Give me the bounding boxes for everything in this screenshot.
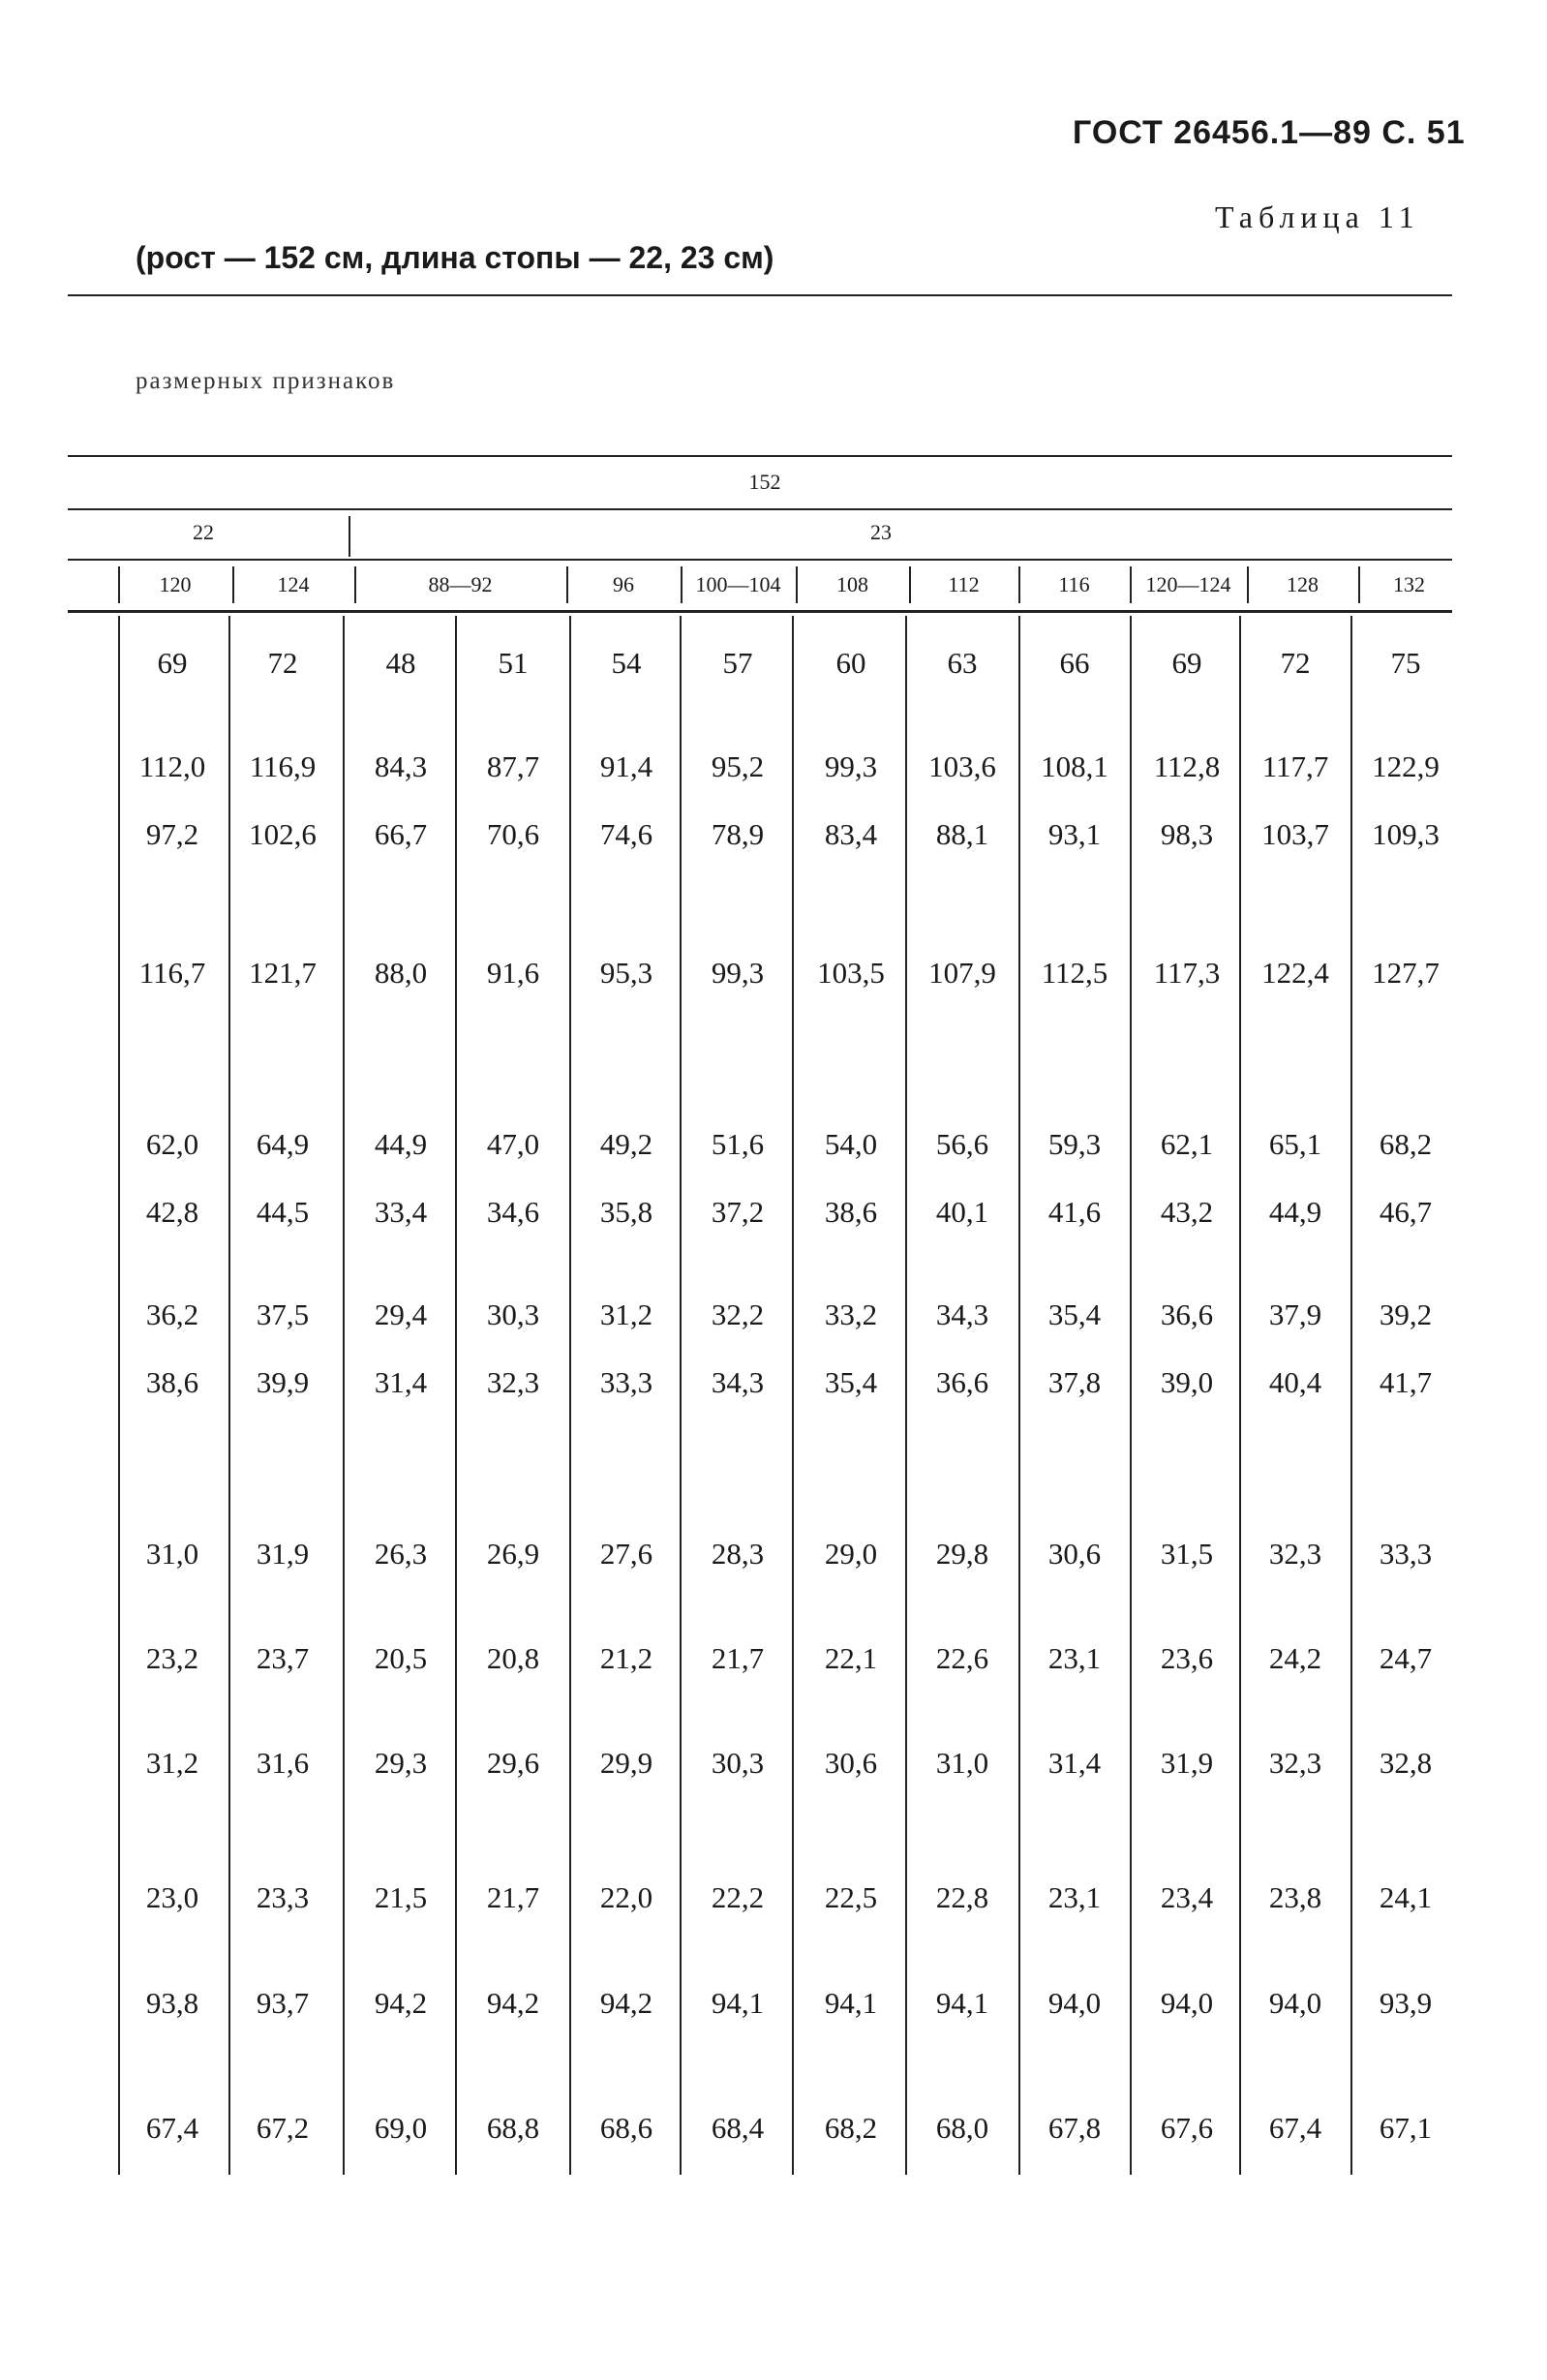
table-cell: 67,8 [1047, 2111, 1102, 2145]
table-cell: 88,1 [935, 817, 989, 851]
table-cell: 30,3 [711, 1746, 765, 1780]
table-cell: 23,8 [1268, 1880, 1322, 1914]
table-cell: 35,4 [1047, 1297, 1102, 1331]
table-cell: 20,8 [486, 1641, 540, 1675]
table-cell: 23,0 [145, 1880, 199, 1914]
column-header: 116 [1058, 572, 1090, 596]
table-cell: 94,1 [711, 1986, 765, 2020]
table-cell: 103,7 [1261, 817, 1329, 851]
table-cell: 23,2 [145, 1641, 199, 1675]
table-cell: 22,5 [824, 1880, 878, 1914]
table-cell: 107,9 [928, 956, 996, 990]
table-cell: 27,6 [599, 1537, 653, 1571]
table-cell: 48 [385, 646, 416, 680]
table-cell: 21,2 [599, 1641, 653, 1675]
table-cell: 41,7 [1379, 1365, 1433, 1399]
table-cell: 32,2 [711, 1297, 765, 1331]
table-cell: 94,1 [824, 1986, 878, 2020]
table-cell: 30,6 [824, 1746, 878, 1780]
table-cell: 22,0 [599, 1880, 653, 1914]
table-cell: 37,5 [256, 1297, 310, 1331]
table-cell: 20,5 [374, 1641, 428, 1675]
table-cell: 39,9 [256, 1365, 310, 1399]
table-cell: 108,1 [1041, 749, 1108, 783]
table-cell: 66,7 [374, 817, 428, 851]
table-cell: 47,0 [486, 1127, 540, 1161]
table-cell: 75 [1390, 646, 1421, 680]
table-cell: 34,3 [935, 1297, 989, 1331]
column-header: 96 [613, 572, 634, 596]
table-cell: 30,3 [486, 1297, 540, 1331]
title-rule [68, 294, 1452, 296]
table-cell: 94,2 [599, 1986, 653, 2020]
table-cell: 103,5 [817, 956, 885, 990]
table-cell: 39,0 [1160, 1365, 1214, 1399]
table-cell: 31,5 [1160, 1537, 1214, 1571]
table-cell: 31,9 [256, 1537, 310, 1571]
table-cell: 94,0 [1268, 1986, 1322, 2020]
table-cell: 99,3 [711, 956, 765, 990]
table-cell: 91,6 [486, 956, 540, 990]
table-cell: 94,2 [486, 1986, 540, 2020]
table-cell: 93,8 [145, 1986, 199, 2020]
table-cell: 103,6 [928, 749, 996, 783]
table-cell: 36,6 [935, 1365, 989, 1399]
table-cell: 44,9 [374, 1127, 428, 1161]
table-cell: 62,0 [145, 1127, 199, 1161]
table-cell: 94,0 [1047, 1986, 1102, 2020]
table-cell: 78,9 [711, 817, 765, 851]
table-cell: 35,8 [599, 1195, 653, 1229]
table-cell: 117,3 [1153, 956, 1221, 990]
table-cell: 41,6 [1047, 1195, 1102, 1229]
table-subtitle: (рост — 152 см, длина стопы — 22, 23 см) [136, 240, 774, 275]
table-cell: 21,7 [711, 1641, 765, 1675]
column-header: 112 [948, 572, 980, 596]
table-cell: 112,0 [138, 749, 206, 783]
table-cell: 116,9 [249, 749, 317, 783]
table-cell: 116,7 [138, 956, 206, 990]
table-cell: 95,2 [711, 749, 765, 783]
table-cell: 23,3 [256, 1880, 310, 1914]
table-cell: 22,1 [824, 1641, 878, 1675]
table-cell: 33,2 [824, 1297, 878, 1331]
table-cell: 31,9 [1160, 1746, 1214, 1780]
table-cell: 24,2 [1268, 1641, 1322, 1675]
column-header: 132 [1393, 572, 1425, 596]
table-cell: 31,2 [599, 1297, 653, 1331]
table-cell: 67,4 [145, 2111, 199, 2145]
table-cell: 68,6 [599, 2111, 653, 2145]
table-cell: 23,7 [256, 1641, 310, 1675]
table-cell: 44,5 [256, 1195, 310, 1229]
table-cell: 28,3 [711, 1537, 765, 1571]
table-cell: 29,6 [486, 1746, 540, 1780]
table-cell: 59,3 [1047, 1127, 1102, 1161]
table-cell: 54,0 [824, 1127, 878, 1161]
table-cell: 63 [947, 646, 978, 680]
table-cell: 31,0 [935, 1746, 989, 1780]
table-cell: 23,1 [1047, 1641, 1102, 1675]
table-cell: 31,6 [256, 1746, 310, 1780]
table-cell: 24,7 [1379, 1641, 1433, 1675]
table-cell: 40,1 [935, 1195, 989, 1229]
table-cell: 42,8 [145, 1195, 199, 1229]
column-header: 120—124 [1145, 572, 1231, 596]
column-header: 100—104 [695, 572, 781, 596]
table-cell: 67,4 [1268, 2111, 1322, 2145]
table-cell: 117,7 [1261, 749, 1329, 783]
table-cell: 36,2 [145, 1297, 199, 1331]
table-cell: 112,8 [1153, 749, 1221, 783]
column-header: 120 [159, 572, 192, 596]
column-header: 88—92 [428, 572, 493, 596]
table-cell: 21,5 [374, 1880, 428, 1914]
table-cell: 31,4 [1047, 1746, 1102, 1780]
table-cell: 99,3 [824, 749, 878, 783]
table-number-label: Таблица 11 [1215, 199, 1420, 234]
column-header: 128 [1287, 572, 1319, 596]
table-cell: 94,1 [935, 1986, 989, 2020]
table-cell: 32,3 [486, 1365, 540, 1399]
table-cell: 54 [611, 646, 642, 680]
table-cell: 34,3 [711, 1365, 765, 1399]
foot-length-header: 23 [870, 520, 892, 544]
header-rule-top [68, 455, 1452, 457]
table-cell: 38,6 [145, 1365, 199, 1399]
table-cell: 122,4 [1261, 956, 1329, 990]
table-cell: 68,2 [824, 2111, 878, 2145]
foot-divider [349, 516, 350, 557]
table-cell: 37,8 [1047, 1365, 1102, 1399]
table-cell: 26,9 [486, 1537, 540, 1571]
table-cell: 88,0 [374, 956, 428, 990]
table-cell: 69 [1171, 646, 1202, 680]
table-cell: 46,7 [1379, 1195, 1433, 1229]
table-cell: 49,2 [599, 1127, 653, 1161]
table-cell: 60 [835, 646, 866, 680]
table-cell: 66 [1059, 646, 1090, 680]
table-cell: 29,9 [599, 1746, 653, 1780]
table-cell: 22,2 [711, 1880, 765, 1914]
table-cell: 102,6 [249, 817, 317, 851]
table-cell: 83,4 [824, 817, 878, 851]
table-cell: 33,4 [374, 1195, 428, 1229]
table-cell: 32,3 [1268, 1746, 1322, 1780]
table-cell: 22,8 [935, 1880, 989, 1914]
table-cell: 23,4 [1160, 1880, 1214, 1914]
table-cell: 94,2 [374, 1986, 428, 2020]
table-cell: 33,3 [1379, 1537, 1433, 1571]
table-cell: 37,9 [1268, 1297, 1322, 1331]
header-rule-foot [68, 559, 1452, 561]
table-cell: 91,4 [599, 749, 653, 783]
table-cell: 39,2 [1379, 1297, 1433, 1331]
table-cell: 93,9 [1379, 1986, 1433, 2020]
table-cell: 64,9 [256, 1127, 310, 1161]
table-cell: 67,6 [1160, 2111, 1214, 2145]
table-cell: 98,3 [1160, 817, 1214, 851]
table-cell: 69,0 [374, 2111, 428, 2145]
table-cell: 94,0 [1160, 1986, 1214, 2020]
table-cell: 127,7 [1372, 956, 1440, 990]
table-cell: 24,1 [1379, 1880, 1433, 1914]
table-cell: 31,0 [145, 1537, 199, 1571]
table-cell: 121,7 [249, 956, 317, 990]
table-cell: 31,2 [145, 1746, 199, 1780]
table-cell: 67,2 [256, 2111, 310, 2145]
table-cell: 29,0 [824, 1537, 878, 1571]
column-header: 124 [277, 572, 310, 596]
table-cell: 68,2 [1379, 1127, 1433, 1161]
table-cell: 38,6 [824, 1195, 878, 1229]
table-cell: 69 [157, 646, 188, 680]
table-cell: 68,0 [935, 2111, 989, 2145]
table-cell: 33,3 [599, 1365, 653, 1399]
table-cell: 112,5 [1041, 956, 1108, 990]
table-cell: 23,6 [1160, 1641, 1214, 1675]
table-cell: 26,3 [374, 1537, 428, 1571]
table-cell: 51,6 [711, 1127, 765, 1161]
table-cell: 93,1 [1047, 817, 1102, 851]
table-cell: 29,4 [374, 1297, 428, 1331]
table-cell: 22,6 [935, 1641, 989, 1675]
table-cell: 68,8 [486, 2111, 540, 2145]
table-cell: 37,2 [711, 1195, 765, 1229]
table-cell: 30,6 [1047, 1537, 1102, 1571]
table-cell: 51 [498, 646, 529, 680]
table-cell: 72 [1280, 646, 1311, 680]
height-header: 152 [748, 470, 781, 494]
table-cell: 122,9 [1372, 749, 1440, 783]
table-cell: 68,4 [711, 2111, 765, 2145]
table-cell: 31,4 [374, 1365, 428, 1399]
table-cell: 44,9 [1268, 1195, 1322, 1229]
table-cell: 32,8 [1379, 1746, 1433, 1780]
table-cell: 32,3 [1268, 1537, 1322, 1571]
column-header: 108 [836, 572, 868, 596]
table-cell: 72 [267, 646, 298, 680]
table-cell: 36,6 [1160, 1297, 1214, 1331]
column-divider [343, 616, 345, 2175]
table-cell: 43,2 [1160, 1195, 1214, 1229]
document-code: ГОСТ 26456.1—89 С. 51 [1073, 114, 1466, 151]
table-cell: 97,2 [145, 817, 199, 851]
table-cell: 65,1 [1268, 1127, 1322, 1161]
header-rule-bottom [68, 610, 1452, 613]
foot-length-header: 22 [193, 520, 214, 544]
table-cell: 95,3 [599, 956, 653, 990]
table-cell: 57 [722, 646, 753, 680]
table-cell: 21,7 [486, 1880, 540, 1914]
table-cell: 23,1 [1047, 1880, 1102, 1914]
table-cell: 40,4 [1268, 1365, 1322, 1399]
table-cell: 74,6 [599, 817, 653, 851]
header-rule-height [68, 508, 1452, 510]
table-cell: 29,3 [374, 1746, 428, 1780]
table-cell: 62,1 [1160, 1127, 1214, 1161]
table-cell: 93,7 [256, 1986, 310, 2020]
table-cell: 29,8 [935, 1537, 989, 1571]
table-cell: 34,6 [486, 1195, 540, 1229]
table-cell: 84,3 [374, 749, 428, 783]
features-label: размерных признаков [136, 368, 396, 394]
table-cell: 109,3 [1372, 817, 1440, 851]
table-cell: 67,1 [1379, 2111, 1433, 2145]
table-cell: 35,4 [824, 1365, 878, 1399]
table-cell: 56,6 [935, 1127, 989, 1161]
table-cell: 87,7 [486, 749, 540, 783]
table-cell: 70,6 [486, 817, 540, 851]
